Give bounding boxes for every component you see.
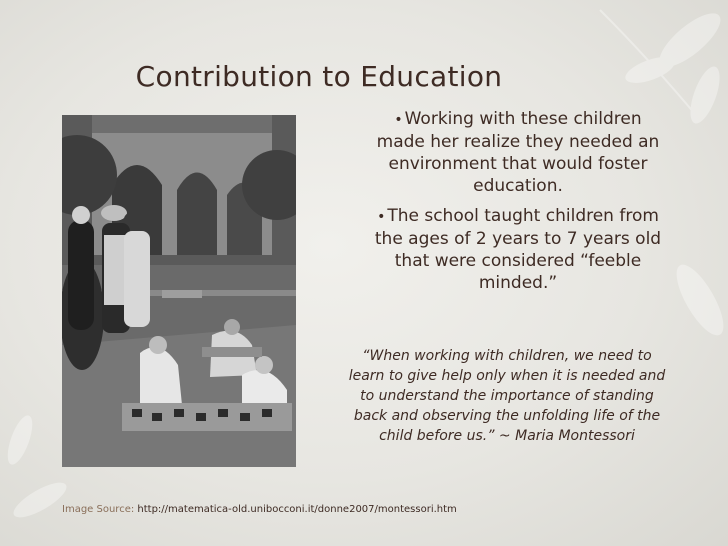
montessori-quote: “When working with children, we need to learn to give help only when it is needed and to understand the importance of standing back and observing the unfolding life of the child before us.” ~ Maria Montessori [348, 348, 666, 444]
image-source-url[interactable]: http://matematica-old.unibocconi.it/donne2007/montessori.htm [137, 504, 457, 515]
bullet-text: Working with these children made her realize they needed an environment that would foster education. [376, 109, 660, 196]
bullet-dot-icon: • [394, 112, 403, 128]
bullet-dot-icon: • [377, 209, 386, 225]
bullet-item [368, 108, 668, 197]
bullet-list [368, 108, 668, 302]
slide-title-text: Contribution to Education [135, 60, 503, 93]
bullet-text: The school taught children from the ages of 2 years to 7 years old that were considered “feeble minded.” [374, 206, 662, 293]
image-source-label: Image Source: [62, 504, 135, 515]
bullet-item [368, 205, 668, 294]
historical-photo [62, 115, 296, 467]
slide-title [0, 60, 728, 93]
image-source [62, 504, 457, 515]
